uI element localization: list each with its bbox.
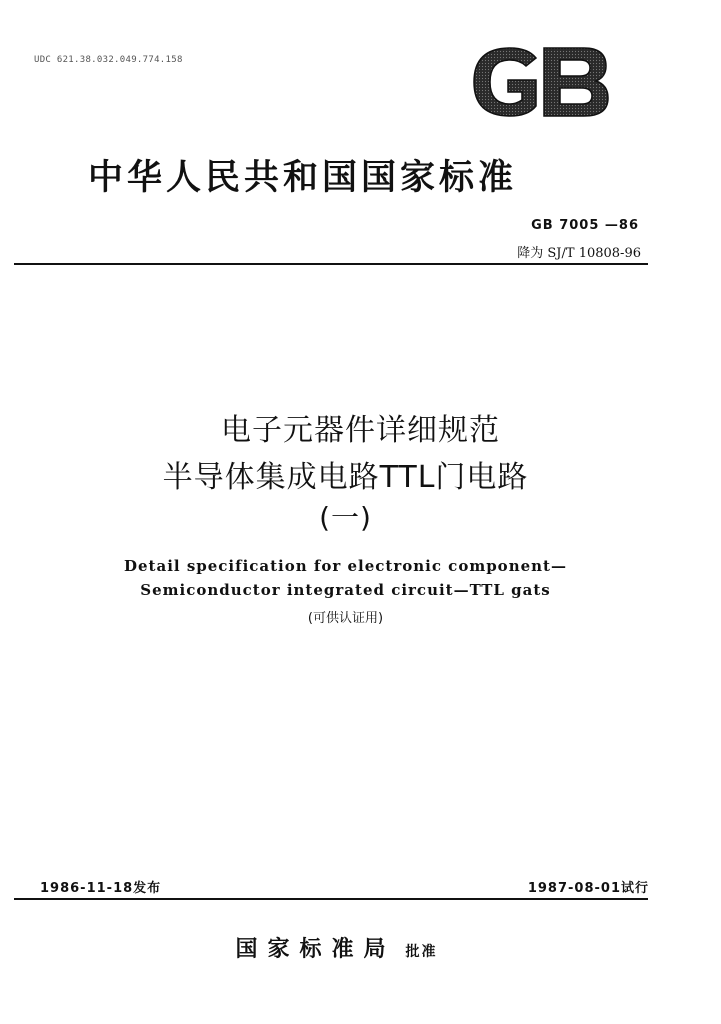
implementation-date: 1987-08-01试行 [527, 881, 649, 896]
national-standard-title: 中华人民共和国国家标准 [88, 158, 518, 198]
cn-title-part-number: (一) [319, 501, 372, 534]
en-title-line-2: Semiconductor integrated circuit—TTL gats [140, 581, 551, 599]
issue-date: 1986-11-18发布 [40, 881, 162, 896]
replaced-by-note: 降为 SJ/T 10808-96 [517, 246, 641, 261]
approve-word: 批准 [405, 944, 438, 960]
cn-title-line-1: 电子元器件详细规范 [221, 413, 500, 448]
bottom-divider [14, 898, 648, 900]
standard-number: GB 7005 —86 [531, 218, 639, 233]
certification-note: (可供认证用) [307, 611, 384, 626]
approver-line [0, 932, 697, 963]
gb-logo [466, 44, 611, 120]
approver-name: 国家标准局 [235, 937, 396, 962]
en-title-line-1: Detail specification for electronic component— [124, 557, 567, 575]
udc-code: UDC 621.38.032.049.774.158 [34, 55, 183, 65]
cn-title-line-2: 半导体集成电路TTL门电路 [162, 460, 529, 495]
top-divider [14, 263, 648, 265]
